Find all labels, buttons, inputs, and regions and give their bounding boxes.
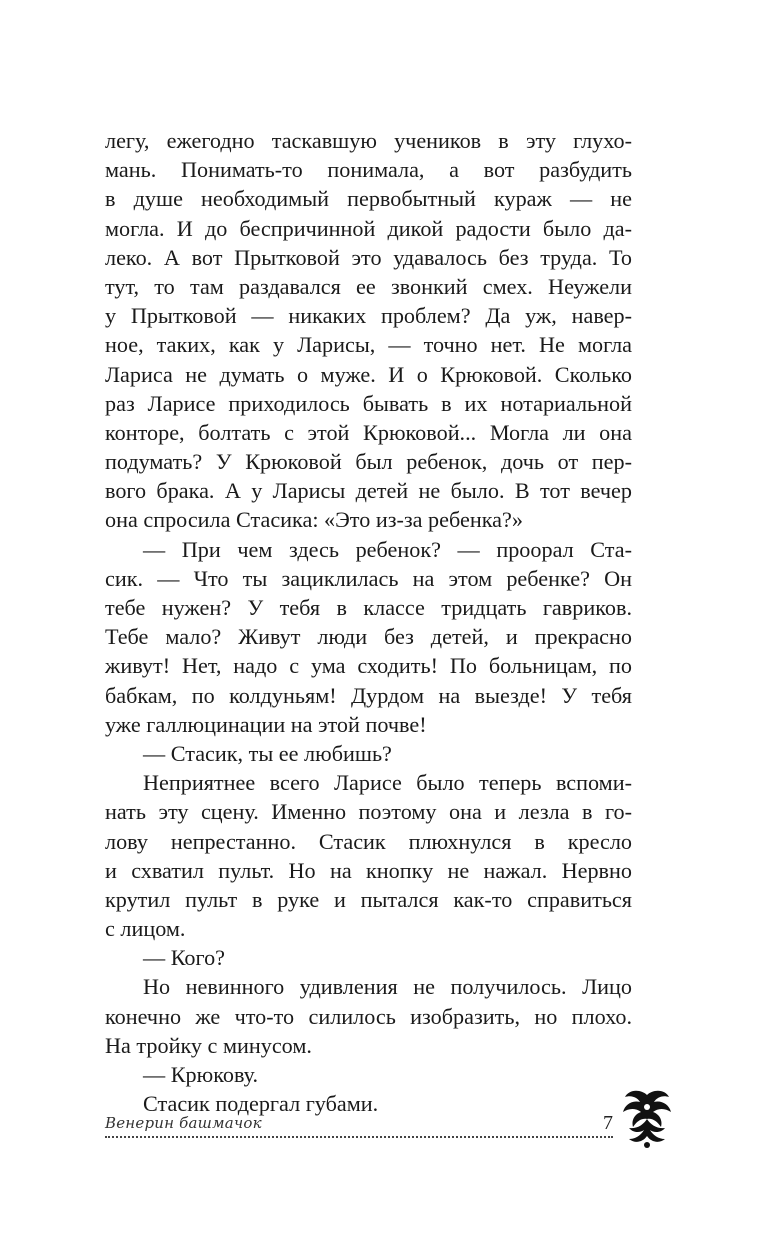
body-text: [105, 126, 632, 1118]
text-line: с лицом.: [105, 916, 186, 942]
text-line: лову непрестанно. Стасик плюхнулся в кресло: [105, 828, 632, 854]
text-line: бабкам, по колдуньям! Дурдом на выезде! У тебя: [105, 682, 632, 708]
text-line: у Прытковой — никаких проблем? Да уж, навер-: [105, 303, 632, 329]
text-line: — Кого?: [143, 945, 226, 971]
text-line: раз Ларисе приходилось бывать в их нотариальной: [105, 390, 632, 416]
text-line: Тебе мало? Живут люди без детей, и прекрасно: [105, 624, 632, 650]
text-line: могла. И до беспричинной дикой радости было да-: [105, 215, 632, 241]
running-title: Венерин башмачок: [105, 1114, 262, 1132]
floral-ornament-icon: [613, 1085, 681, 1153]
text-line: конечно же что-то силилось изобразить, но плохо.: [105, 1003, 632, 1029]
text-line: Лариса не думать о муже. И о Крюковой. Сколько: [105, 361, 632, 387]
text-line: тут, то там раздавался ее звонкий смех. Неужели: [105, 273, 632, 299]
text-line: она спросила Стасика: «Это из-за ребенка?»: [105, 507, 523, 533]
text-line: тебе нужен? У тебя в классе тридцать гавриков.: [105, 595, 632, 620]
text-line: вого брака. А у Ларисы детей не было. В тот вечер: [105, 478, 632, 504]
text-line: сик. — Что ты зациклилась на этом ребенке? Он: [105, 565, 632, 591]
text-line: — Крюкову.: [143, 1062, 259, 1087]
text-line: подумать? У Крюковой был ребенок, дочь от пер-: [105, 449, 632, 475]
text-line: — Стасик, ты ее любишь?: [143, 740, 392, 766]
page-footer: [105, 1112, 613, 1142]
text-line: живут! Нет, надо с ума сходить! По больницам, по: [105, 653, 632, 679]
text-line: Стасик подергал губами.: [143, 1091, 379, 1117]
text-line: конторе, болтать с этой Крюковой... Могла ли она: [105, 419, 632, 445]
text-line: в душе необходимый первобытный кураж — не: [105, 186, 632, 212]
text-line: — При чем здесь ребенок? — проорал Ста-: [143, 536, 632, 562]
page-number: 7: [603, 1112, 613, 1134]
text-line: На тройку с минусом.: [105, 1032, 312, 1058]
text-line: уже галлюцинации на этой почве!: [105, 711, 427, 737]
text-line: и схватил пульт. Но на кнопку не нажал. Нервно: [105, 857, 632, 883]
text-line: мань. Понимать-то понимала, а вот разбудить: [105, 157, 632, 183]
text-line: Неприятнее всего Ларисе было теперь вспоми-: [143, 770, 632, 796]
text-line: легу, ежегодно таскавшую учеников в эту глухо-: [105, 128, 632, 153]
text-line: ное, таких, как у Ларисы, — точно нет. Не могла: [105, 332, 632, 358]
text-line: крутил пульт в руке и пытался как-то справиться: [105, 886, 632, 912]
text-line: Но невинного удивления не получилось. Лицо: [143, 974, 632, 1000]
text-line: леко. А вот Прытковой это удавалось без труда. То: [105, 244, 632, 270]
footer-dotted-rule: [105, 1136, 613, 1138]
text-line: нать эту сцену. Именно поэтому она и лезла в го-: [105, 799, 632, 825]
